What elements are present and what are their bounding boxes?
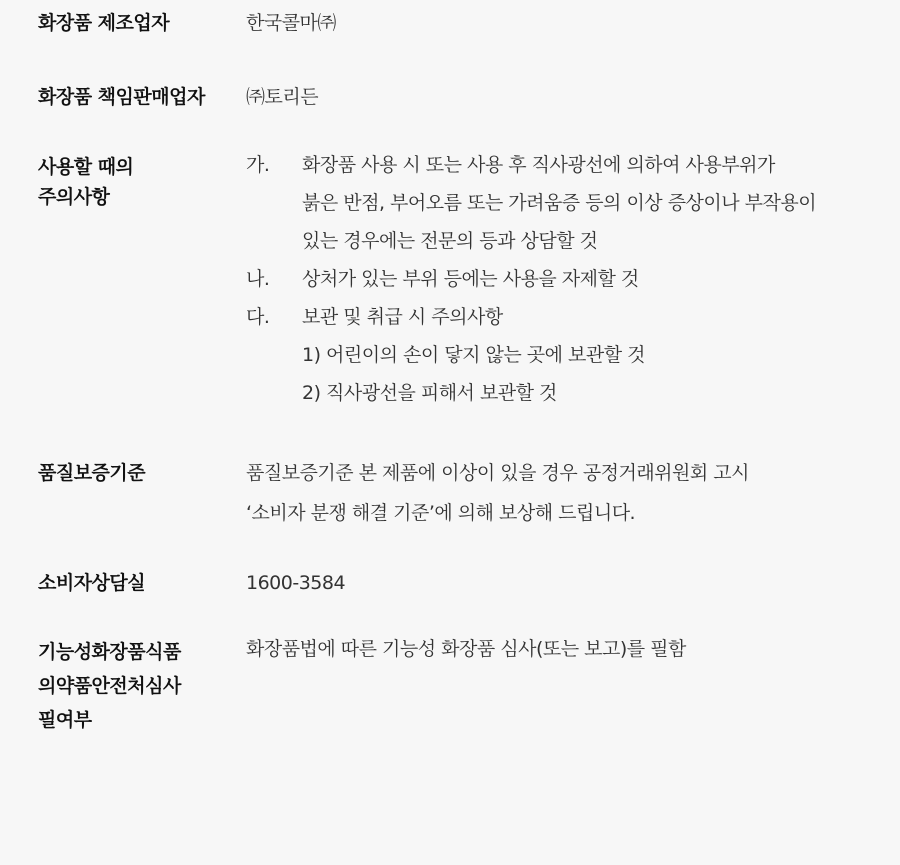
manufacturer-label — [38, 8, 246, 38]
label-line: 품질보증기준 — [38, 462, 146, 484]
label-line: 필여부 — [38, 709, 92, 731]
value-line: 한국콜마㈜ — [246, 12, 336, 34]
caution-marker: 다. — [246, 306, 270, 328]
row-manufacturer — [38, 8, 336, 38]
manufacturer-value — [246, 8, 336, 38]
caution-text: 붉은 반점, 부어오름 또는 가려움증 등의 이상 증상이나 부작용이 — [302, 192, 817, 214]
row-precautions — [38, 152, 816, 412]
row-quality-guarantee — [38, 458, 749, 533]
caution-item — [246, 298, 816, 336]
caution-marker: 나. — [246, 268, 270, 290]
label-line: 의약품안전처심사 — [38, 675, 181, 697]
caution-text: 보관 및 취급 시 주의사항 — [302, 306, 503, 328]
quality-guarantee-value — [246, 453, 749, 533]
label-line: 사용할 때의 — [38, 156, 134, 178]
caution-text: 상처가 있는 부위 등에는 사용을 자제할 것 — [302, 268, 639, 290]
label-line: 화장품 책임판매업자 — [38, 86, 205, 108]
row-responsible-seller — [38, 82, 318, 112]
responsible-seller-value — [246, 82, 318, 112]
consumer-center-label — [38, 568, 246, 598]
caution-list — [246, 146, 816, 412]
label-line: 기능성화장품식품 — [38, 641, 181, 663]
caution-item — [246, 146, 816, 184]
caution-text: 1) 어린이의 손이 닿지 않는 곳에 보관할 것 — [302, 344, 645, 366]
value-line: 품질보증기준 본 제품에 이상이 있을 경우 공정거래위원회 고시 — [246, 462, 749, 484]
row-functional-review — [38, 635, 686, 737]
functional-review-label — [38, 635, 246, 737]
quality-guarantee-label — [38, 458, 246, 488]
functional-review-value — [246, 635, 686, 663]
label-line: 주의사항 — [38, 186, 110, 208]
phone-number: 1600-3584 — [246, 572, 346, 594]
label-line: 소비자상담실 — [38, 572, 146, 594]
row-consumer-center — [38, 568, 345, 598]
precautions-value — [246, 146, 816, 412]
value-line: ㈜토리든 — [246, 86, 319, 108]
caution-text: 2) 직사광선을 피해서 보관할 것 — [302, 382, 557, 404]
caution-marker: 가. — [246, 154, 270, 176]
responsible-seller-label — [38, 82, 246, 112]
value-line: ‘소비자 분쟁 해결 기준’에 의해 보상해 드립니다. — [246, 502, 636, 524]
caution-text: 화장품 사용 시 또는 사용 후 직사광선에 의하여 사용부위가 — [302, 154, 775, 176]
precautions-label — [38, 152, 246, 212]
value-line: 화장품법에 따른 기능성 화장품 심사(또는 보고)를 필함 — [246, 638, 686, 660]
caution-text: 있는 경우에는 전문의 등과 상담할 것 — [302, 230, 598, 252]
caution-item — [246, 260, 816, 298]
consumer-center-value — [246, 568, 345, 598]
label-line: 화장품 제조업자 — [38, 12, 170, 34]
